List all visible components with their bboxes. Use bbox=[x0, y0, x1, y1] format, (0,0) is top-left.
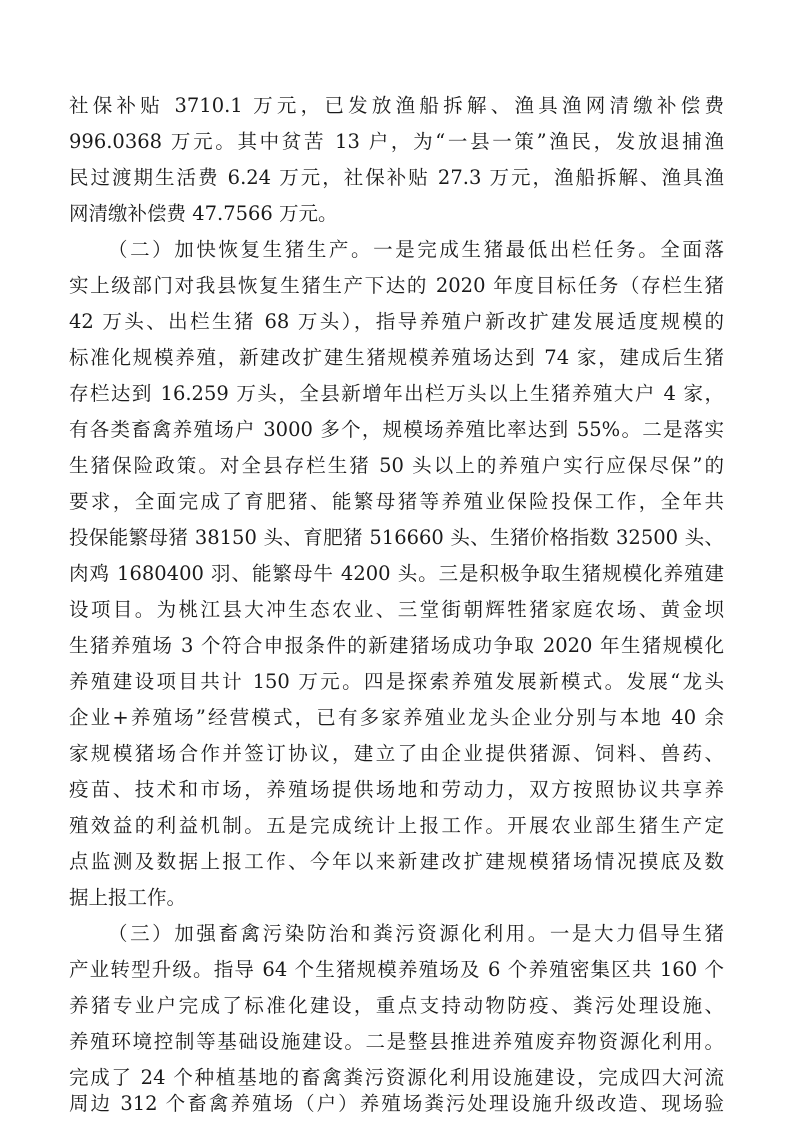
text-line: 网清缴补偿费 47.7566 万元。 bbox=[69, 202, 338, 225]
text-line: 社保补贴 3710.1 万元，已发放渔船拆解、渔具渔网清缴补偿费 bbox=[69, 94, 724, 117]
text-line: 疫苗、技术和市场，养殖场提供场地和劳动力，双方按照协议共享养 bbox=[69, 778, 724, 801]
text-line: 点监测及数据上报工作、今年以来新建改扩建规模猪场情况摸底及数 bbox=[69, 850, 724, 873]
text-line: 周边 312 个畜禽养殖场（户）养殖场粪污处理设施升级改造、现场验 bbox=[69, 1092, 724, 1115]
paragraph-heading-line: （二）加快恢复生猪生产。一是完成生猪最低出栏任务。全面落 bbox=[108, 238, 724, 261]
paragraph-heading-line: （三）加强畜禽污染防治和粪污资源化利用。一是大力倡导生猪 bbox=[108, 922, 724, 945]
text-line: 996.0368 万元。其中贫苦 13 户，为“一县一策”渔民，发放退捕渔 bbox=[69, 130, 724, 153]
text-line: 投保能繁母猪 38150 头、育肥猪 516660 头、生猪价格指数 32500 头、 bbox=[69, 526, 724, 549]
text-line: 殖效益的利益机制。五是完成统计上报工作。开展农业部生猪生产定 bbox=[69, 814, 724, 837]
text-line: 生猪保险政策。对全县存栏生猪 50 头以上的养殖户实行应保尽保”的 bbox=[69, 454, 724, 477]
text-line: 标准化规模养殖，新建改扩建生猪规模养殖场达到 74 家，建成后生猪 bbox=[69, 346, 724, 369]
text-line: 设项目。为桃江县大冲生态农业、三堂街朝辉牲猪家庭农场、黄金坝 bbox=[69, 598, 724, 621]
text-line: 据上报工作。 bbox=[69, 886, 187, 909]
text-line: 民过渡期生活费 6.24 万元，社保补贴 27.3 万元，渔船拆解、渔具渔 bbox=[69, 166, 724, 189]
text-line: 有各类畜禽养殖场户 3000 多个，规模场养殖比率达到 55%。二是落实 bbox=[69, 418, 724, 441]
text-line: 养猪专业户完成了标准化建设，重点支持动物防疫、粪污处理设施、 bbox=[69, 994, 724, 1017]
text-line: 要求，全面完成了育肥猪、能繁母猪等养殖业保险投保工作，全年共 bbox=[69, 490, 724, 513]
text-line: 实上级部门对我县恢复生猪生产下达的 2020 年度目标任务（存栏生猪 bbox=[69, 274, 724, 297]
text-line: 产业转型升级。指导 64 个生猪规模养殖场及 6 个养殖密集区共 160 个 bbox=[69, 958, 724, 981]
text-line: 企业+养殖场”经营模式，已有多家养殖业龙头企业分别与本地 40 余 bbox=[69, 706, 724, 729]
text-line: 完成了 24 个种植基地的畜禽粪污资源化利用设施建设，完成四大河流 bbox=[69, 1066, 724, 1089]
text-line: 肉鸡 1680400 羽、能繁母牛 4200 头。三是积极争取生猪规模化养殖建 bbox=[69, 562, 724, 585]
text-line: 养殖环境控制等基础设施建设。二是整县推进养殖废弃物资源化利用。 bbox=[69, 1030, 724, 1053]
text-line: 家规模猪场合作并签订协议，建立了由企业提供猪源、饲料、兽药、 bbox=[69, 742, 724, 765]
text-line: 42 万头、出栏生猪 68 万头），指导养殖户新改扩建发展适度规模的 bbox=[69, 310, 724, 333]
text-line: 生猪养殖场 3 个符合申报条件的新建猪场成功争取 2020 年生猪规模化 bbox=[69, 634, 724, 657]
text-line: 存栏达到 16.259 万头，全县新增年出栏万头以上生猪养殖大户 4 家， bbox=[69, 382, 724, 405]
text-line: 养殖建设项目共计 150 万元。四是探索养殖发展新模式。发展“龙头 bbox=[69, 670, 724, 693]
